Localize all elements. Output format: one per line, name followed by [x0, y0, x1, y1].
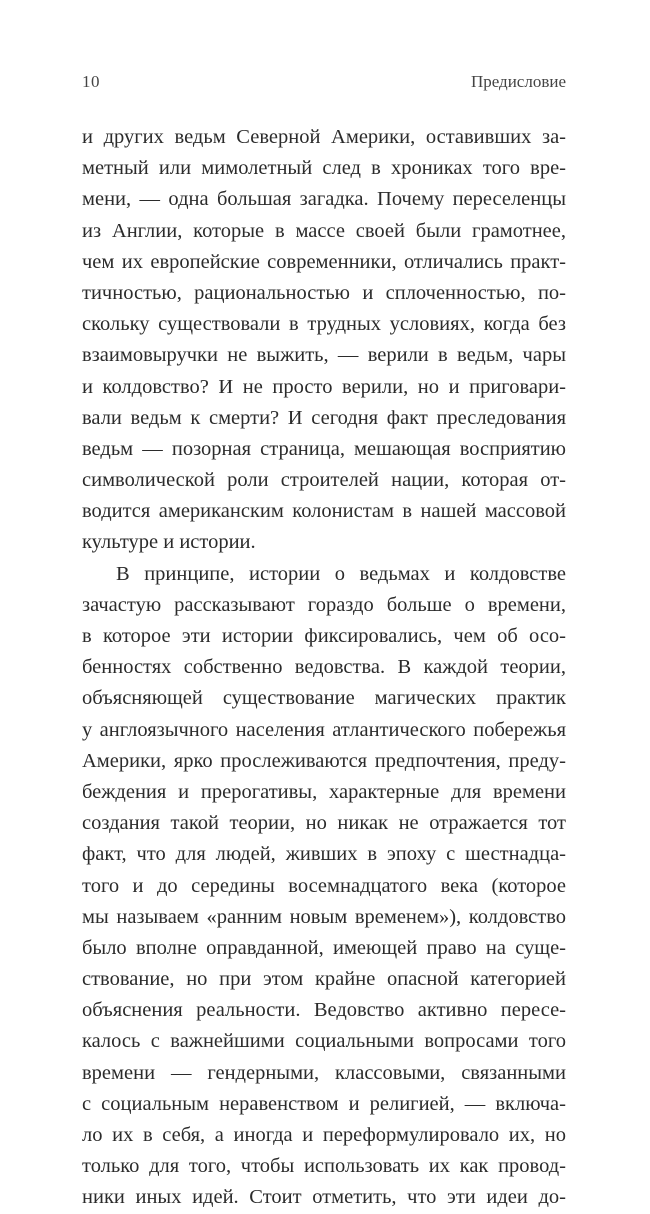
- text-line: калось с важнейшими социальными вопросами того: [82, 1030, 566, 1053]
- text-line: мени, — одна большая загадка. Почему переселенцы: [82, 188, 566, 211]
- text-line: тичностью, рациональностью и сплоченностью, по-: [82, 281, 566, 304]
- text-line: с социальным неравенством и религией, — включа-: [82, 1092, 566, 1115]
- text-line: культуре и истории.: [82, 531, 256, 554]
- text-line: символической роли строителей нации, которая от-: [82, 469, 566, 492]
- section-title: Предисловие: [470, 72, 566, 91]
- text-line: у англоязычного населения атлантического побережья: [82, 718, 566, 741]
- text-line: водится американским колонистам в нашей массовой: [82, 500, 566, 523]
- text-line: ники иных идей. Стоит отметить, что эти идеи до-: [82, 1186, 566, 1209]
- text-line: вали ведьм к смерти? И сегодня факт преследования: [82, 406, 566, 429]
- text-line: времени — гендерными, классовыми, связанными: [82, 1061, 566, 1084]
- text-line: было вполне оправданной, имеющей право на суще-: [82, 936, 566, 959]
- text-line: зачастую рассказывают гораздо больше о времени,: [82, 593, 566, 616]
- paragraph: [82, 559, 566, 1214]
- page-number: 10: [82, 72, 100, 91]
- paragraph: [82, 122, 566, 559]
- text-line: беждения и прерогативы, характерные для времени: [82, 780, 566, 803]
- text-line: в которое эти истории фиксировались, чем об осо-: [82, 625, 566, 647]
- text-line: В принципе, истории о ведьмах и колдовстве: [116, 562, 566, 585]
- text-line: факт, что для людей, живших в эпоху с шестнадца-: [82, 843, 566, 866]
- text-line: ло их в себя, а иногда и переформулировало их, но: [82, 1124, 566, 1146]
- text-line: бенностях собственно ведовства. В каждой теории,: [82, 656, 566, 679]
- text-line: создания такой теории, но никак не отражается тот: [82, 812, 566, 835]
- text-line: мы называем «ранним новым временем»), колдовство: [82, 905, 566, 928]
- text-line: объясняющей существование магических практик: [82, 687, 566, 710]
- text-line: ведьм — позорная страница, мешающая восприятию: [82, 437, 566, 460]
- text-line: из Англии, которые в массе своей были грамотнее,: [82, 219, 566, 242]
- running-head: [82, 72, 566, 98]
- text-line: чем их европейские современники, отличались практ-: [82, 250, 566, 273]
- text-line: и колдовство? И не просто верили, но и приговари-: [82, 375, 566, 398]
- text-line: Америки, ярко прослеживаются предпочтения, преду-: [82, 749, 566, 772]
- text-line: и других ведьм Северной Америки, оставивших за-: [82, 126, 566, 148]
- text-line: ствование, но при этом крайне опасной категорией: [82, 968, 566, 991]
- text-line: скольку существовали в трудных условиях, когда без: [82, 313, 566, 336]
- body-text: [82, 122, 566, 1214]
- text-line: взаимовыручки не выжить, — верили в ведьм, чары: [82, 344, 566, 367]
- text-line: только для того, чтобы использовать их как провод-: [82, 1155, 566, 1178]
- text-line: объяснения реальности. Ведовство активно пересе-: [82, 999, 566, 1022]
- text-line: метный или мимолетный след в хрониках того вре-: [82, 157, 566, 180]
- text-line: того и до середины восемнадцатого века (которое: [82, 874, 566, 897]
